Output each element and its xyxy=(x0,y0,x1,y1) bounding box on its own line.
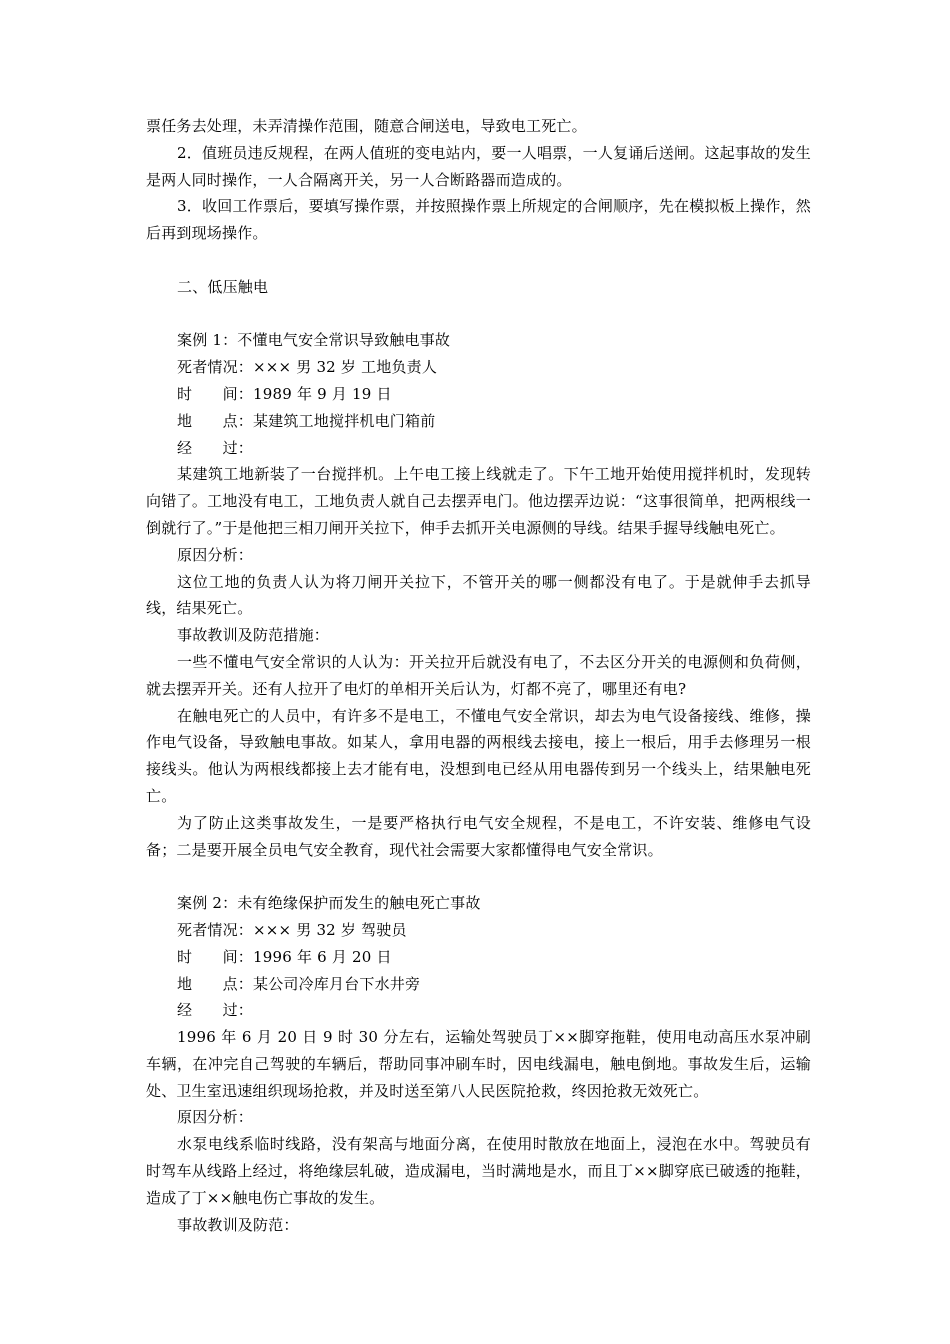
case-2-analysis: 水泵电线系临时线路，没有架高与地面分离，在使用时散放在地面上，浸泡在水中。驾驶员有时驾车从线路上经过，将绝缘层轧破，造成漏电，当时满地是水，而且丁××脚穿底已破透的拖鞋，造成了丁××触电伤亡事故的发生。 xyxy=(146,1135,811,1207)
case-2-process: 1996 年 6 月 20 日 9 时 30 分左右，运输处驾驶员丁××脚穿拖鞋，使用电动高压水泵冲刷车辆，在冲完自己驾驶的车辆后，帮助同事冲刷车时，因电线漏电，触电倒地。事故发生后，运输处、卫生室迅速组织现场抢救，并及时送至第八人民医院抢救，终因抢救无效死亡。 xyxy=(146,1028,811,1100)
continuation-text: 票任务去处理，未弄清操作范围，随意合闸送电，导致电工死亡。 xyxy=(146,117,587,135)
case-1-lesson: 一些不懂电气安全常识的人认为：开关拉开后就没有电了，不去区分开关的电源侧和负荷侧，就去摆弄开关。还有人拉开了电灯的单相开关后认为，灯都不亮了，哪里还有电? xyxy=(146,652,811,698)
spacer xyxy=(146,863,811,890)
case-1-victim: 死者情况：××× 男 32 岁 工地负责人 xyxy=(177,358,438,377)
case-1-process-label: 经 过： xyxy=(177,438,254,457)
case-2-title: 案例 2：未有绝缘保护而发生的触电死亡事故 xyxy=(177,894,481,913)
prev-lesson-2: 2．值班员违反规程，在两人值班的变电站内，要一人唱票，一人复诵后送闸。这起事故的发生是两人同时操作，一人合隔离开关，另一人合断路器而造成的。 xyxy=(146,143,811,189)
case-1 xyxy=(146,327,811,863)
case-2-place: 地 点：某公司冷库月台下水井旁 xyxy=(177,974,421,993)
section-title: 二、低压触电 xyxy=(177,277,269,296)
case-1-title: 案例 1：不懂电气安全常识导致触电事故 xyxy=(177,331,451,350)
case-1-analysis-label: 原因分析： xyxy=(177,545,254,564)
case-1-time: 时 间：1989 年 9 月 19 日 xyxy=(177,384,392,403)
prev-lesson-3: 3．收回工作票后，要填写操作票，并按照操作票上所规定的合闸顺序，先在模拟板上操作，然后再到现场操作。 xyxy=(146,197,811,243)
case-2 xyxy=(146,890,811,1238)
document-body xyxy=(146,113,811,1238)
spacer xyxy=(146,247,811,274)
case-1-process: 某建筑工地新装了一台搅拌机。上午电工接上线就走了。下午工地开始使用搅拌机时，发现转向错了。工地没有电工，工地负责人就自己去摆弄电门。他边摆弄边说：“这事很简单，把两根线一倒就行了。”于是他把三相刀闸开关拉下，伸手去抓开关电源侧的导线。结果手握导线触电死亡。 xyxy=(146,465,811,537)
case-2-analysis-label: 原因分析： xyxy=(177,1108,254,1127)
case-1-analysis: 这位工地的负责人认为将刀闸开关拉下，不管开关的哪一侧都没有电了。于是就伸手去抓导线，结果死亡。 xyxy=(146,572,811,618)
case-2-time: 时 间：1996 年 6 月 20 日 xyxy=(177,947,392,966)
case-2-process-label: 经 过： xyxy=(177,1001,254,1020)
case-2-victim: 死者情况：××× 男 32 岁 驾驶员 xyxy=(177,920,407,939)
case-2-lessons-label: 事故教训及防范： xyxy=(177,1215,299,1234)
spacer xyxy=(146,301,811,328)
case-1-lesson: 为了防止这类事故发生，一是要严格执行电气安全规程，不是电工，不许安装、维修电气设备；二是要开展全员电气安全教育，现代社会需要大家都懂得电气安全常识。 xyxy=(146,813,811,859)
case-1-lessons-label: 事故教训及防范措施： xyxy=(177,626,330,645)
case-1-place: 地 点：某建筑工地搅拌机电门箱前 xyxy=(177,411,436,430)
case-1-lesson: 在触电死亡的人员中，有许多不是电工，不懂电气安全常识，却去为电气设备接线、维修，操作电气设备，导致触电事故。如某人，拿用电器的两根线去接电，接上一根后，用手去修理另一根接线头。他认为两根线都接上去才能有电，没想到电已经从用电器传到另一个线头上，结果触电死亡。 xyxy=(146,706,811,805)
